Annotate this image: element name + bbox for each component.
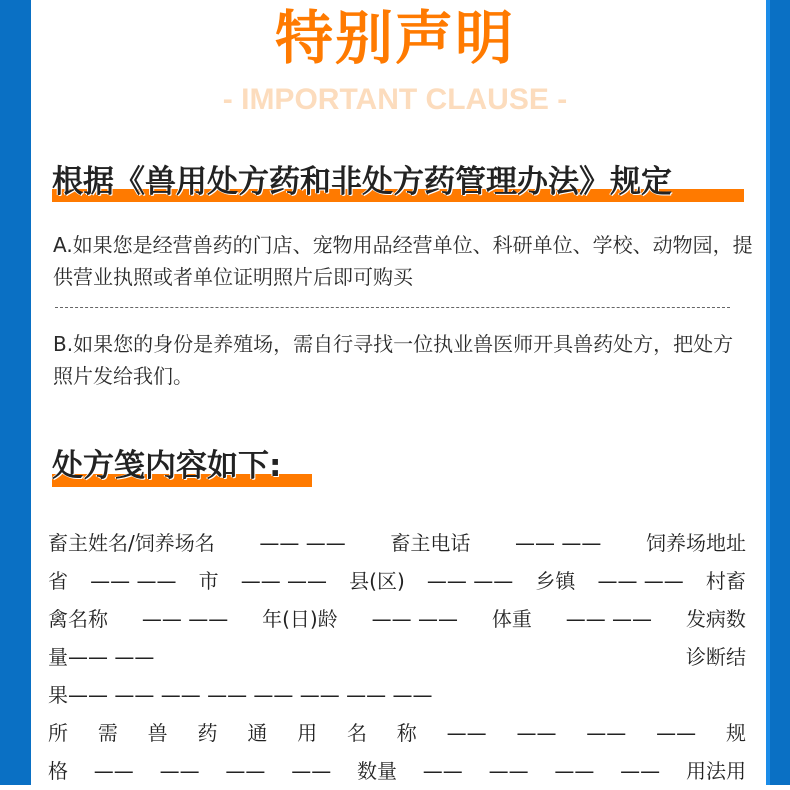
form-label: 通 xyxy=(247,721,268,745)
form-row-address xyxy=(48,562,746,600)
form-blank: —— —— xyxy=(371,607,458,631)
form-blank: —— xyxy=(586,721,627,745)
form-blank: —— xyxy=(225,759,266,783)
form-label: 体重 xyxy=(491,607,532,631)
form-label: 所 xyxy=(48,721,68,745)
dashed-divider xyxy=(55,307,730,308)
form-label: 规 xyxy=(725,721,746,745)
page-subtitle: - IMPORTANT CLAUSE - xyxy=(222,83,568,116)
form-label: 发病数 xyxy=(685,607,746,631)
form-label: 畜主电话 xyxy=(390,531,471,555)
form-row-owner xyxy=(48,524,746,562)
form-label: 量 xyxy=(48,645,68,669)
form-blank: —— —— xyxy=(68,645,155,669)
form-blank: —— xyxy=(291,759,332,783)
form-row-animal xyxy=(48,600,746,638)
form-blank: —— —— —— —— —— —— —— —— xyxy=(68,683,433,707)
form-blank: —— —— xyxy=(426,569,514,593)
form-blank: —— xyxy=(446,721,487,745)
form-blank: —— —— xyxy=(514,531,602,555)
clause-a: A.如果您是经营兽药的门店、宠物用品经营单位、科研单位、学校、动物园，提供营业执照或者单位证明照片后即可购买 xyxy=(53,233,753,289)
form-row-spec xyxy=(48,752,746,790)
form-blank: —— xyxy=(656,721,697,745)
regulation-heading xyxy=(52,162,672,202)
form-row-drug-name xyxy=(48,714,746,752)
form-label: 市 xyxy=(198,569,219,593)
form-blank: —— xyxy=(620,759,661,783)
form-label: 兽 xyxy=(147,721,168,745)
prescription-heading xyxy=(52,446,281,486)
form-label: 称 xyxy=(396,721,417,745)
form-blank: —— xyxy=(554,759,595,783)
form-label: 省 xyxy=(48,569,68,593)
prescription-heading-text: 处方笺内容如下: xyxy=(52,448,282,484)
form-label: 诊断结 xyxy=(686,645,746,669)
form-row-diagnosis xyxy=(48,676,746,714)
clause-b: B.如果您的身份是养殖场，需自行寻找一位执业兽医师开具兽药处方，把处方照片发给我们。 xyxy=(53,332,734,388)
form-label: 年(日)龄 xyxy=(262,607,338,631)
form-label: 用法用 xyxy=(685,759,746,783)
form-label: 格 xyxy=(48,759,68,783)
regulation-heading-text: 根据《兽用处方药和非处方药管理办法》规定 xyxy=(52,164,672,200)
form-blank: —— —— xyxy=(597,569,684,593)
form-row-count xyxy=(48,638,746,676)
form-label: 饲养场地址 xyxy=(645,531,746,555)
form-label: 药 xyxy=(197,721,218,745)
form-label: 用 xyxy=(297,721,318,745)
form-blank: —— —— xyxy=(240,569,328,593)
form-label: 县(区) xyxy=(349,569,405,593)
form-blank: —— —— xyxy=(565,607,653,631)
form-label: 数量 xyxy=(356,759,397,783)
form-label: 村畜 xyxy=(705,569,746,593)
form-label: 需 xyxy=(97,721,118,745)
form-blank: —— xyxy=(422,759,463,783)
form-blank: —— —— xyxy=(259,531,346,555)
form-blank: —— xyxy=(488,759,529,783)
prescription-form xyxy=(48,524,746,790)
form-label: 名 xyxy=(346,721,367,745)
form-blank: —— —— xyxy=(90,569,177,593)
form-blank: —— xyxy=(159,759,200,783)
form-blank: —— xyxy=(93,759,134,783)
form-label: 畜主姓名/饲养场名 xyxy=(48,531,215,555)
form-blank: —— xyxy=(516,721,557,745)
form-label: 禽名称 xyxy=(48,607,108,631)
form-blank: —— —— xyxy=(141,607,229,631)
page-title: 特别声明 xyxy=(274,4,515,72)
form-label: 乡镇 xyxy=(535,569,576,593)
form-row-left xyxy=(48,638,154,676)
form-label: 果 xyxy=(48,683,68,707)
